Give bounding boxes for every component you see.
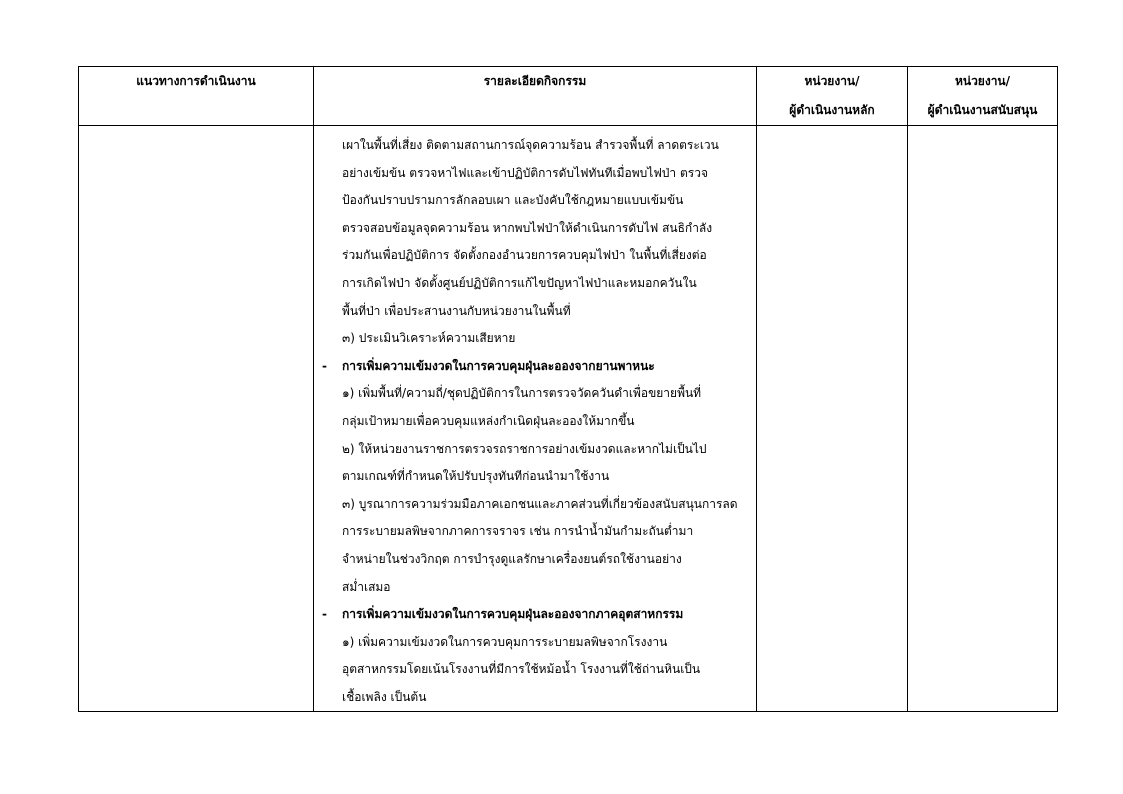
header-support-agency-line1: หน่วยงาน/ xyxy=(954,74,1011,88)
table-row xyxy=(79,126,1058,712)
body-text-line: สม่ำเสมอ xyxy=(342,579,391,594)
bullet-heading xyxy=(322,601,752,629)
bullet-heading-text: การเพิ่มความเข้มงวดในการควบคุมฝุ่นละอองจากภาคอุตสาหกรรม xyxy=(342,607,684,622)
bullet-dash: - xyxy=(322,607,327,622)
body-text-line: การเกิดไฟป่า จัดตั้งศูนย์ปฏิบัติการแก้ไขปัญหาไฟป่าและหมอกควันใน xyxy=(342,275,697,290)
bullet-dash: - xyxy=(322,358,327,373)
numbered-item-line: ๓) บูรณาการความร่วมมือภาคเอกชนและภาคส่วนที่เกี่ยวข้องสนับสนุนการลด xyxy=(342,496,738,511)
header-main-agency-line1: หน่วยงาน/ xyxy=(804,74,860,88)
body-text-line: ตรวจสอบข้อมูลจุดความร้อน หากพบไฟป่าให้ดำเนินการดับไฟ สนธิกำลัง xyxy=(342,220,713,235)
bullet-heading xyxy=(322,353,752,381)
activity-details-text xyxy=(314,126,756,711)
header-support-agency xyxy=(908,67,1058,126)
activity-details-cell xyxy=(314,126,757,712)
body-text-line: พื้นที่ป่า เพื่อประสานงานกับหน่วยงานในพื้นที่ xyxy=(342,303,571,318)
header-guideline xyxy=(79,67,314,126)
numbered-item-line: ๑) เพิ่มพื้นที่/ความถี่/ชุดปฏิบัติการในการตรวจวัดควันดำเพื่อขยายพื้นที่ xyxy=(342,386,702,401)
numbered-item-line: ๓) ประเมินวิเคราะห์ความเสียหาย xyxy=(342,331,516,346)
body-text-line: ร่วมกันเพื่อปฏิบัติการ จัดตั้งกองอำนวยการควบคุมไฟป่า ในพื้นที่เสี่ยงต่อ xyxy=(342,248,707,263)
body-text-line: ป้องกันปราบปรามการลักลอบเผา และบังคับใช้กฎหมายแบบเข้มข้น xyxy=(342,193,684,208)
table-header-row xyxy=(79,67,1058,126)
main-agency-cell xyxy=(757,126,908,712)
header-activity-details xyxy=(314,67,757,126)
numbered-item-line: ๒) ให้หน่วยงานราชการตรวจรถราชการอย่างเข้มงวดและหากไม่เป็นไป xyxy=(342,441,707,456)
body-text-line: กลุ่มเป้าหมายเพื่อควบคุมแหล่งกำเนิดฝุ่นละอองให้มากขึ้น xyxy=(342,413,635,428)
header-activity-details-label: รายละเอียดกิจกรรม xyxy=(483,74,587,88)
activity-table xyxy=(78,66,1058,712)
body-text-line: จำหน่ายในช่วงวิกฤต การบำรุงดูแลรักษาเครื่องยนต์รถใช้งานอย่าง xyxy=(342,551,682,566)
header-main-agency-line2: ผู้ดำเนินงานหลัก xyxy=(789,103,875,117)
support-agency-cell xyxy=(908,126,1058,712)
header-guideline-label: แนวทางการดำเนินงาน xyxy=(136,74,256,88)
body-text-line: อุตสาหกรรมโดยเน้นโรงงานที่มีการใช้หม้อน้ำ โรงงานที่ใช้ถ่านหินเป็น xyxy=(342,662,701,677)
header-main-agency xyxy=(757,67,908,126)
body-text-line: อย่างเข้มข้น ตรวจหาไฟและเข้าปฏิบัติการดับไฟทันทีเมื่อพบไฟป่า ตรวจ xyxy=(342,165,708,180)
body-text-line: เชื้อเพลิง เป็นต้น xyxy=(342,689,427,704)
body-text-line: การระบายมลพิษจากภาคการจราจร เช่น การนำน้ำมันกำมะถันต่ำมา xyxy=(342,524,694,539)
numbered-item-line: ๑) เพิ่มความเข้มงวดในการควบคุมการระบายมลพิษจากโรงงาน xyxy=(342,634,668,649)
body-text-line: ตามเกณฑ์ที่กำหนดให้ปรับปรุงทันทีก่อนนำมาใช้งาน xyxy=(342,469,610,484)
body-text-line: เผาในพื้นที่เสี่ยง ติดตามสถานการณ์จุดความร้อน สำรวจพื้นที่ ลาดตระเวน xyxy=(342,138,719,152)
bullet-heading-text: การเพิ่มความเข้มงวดในการควบคุมฝุ่นละอองจากยานพาหนะ xyxy=(342,358,655,373)
guideline-cell xyxy=(79,126,314,712)
header-support-agency-line2: ผู้ดำเนินงานสนับสนุน xyxy=(927,103,1038,117)
